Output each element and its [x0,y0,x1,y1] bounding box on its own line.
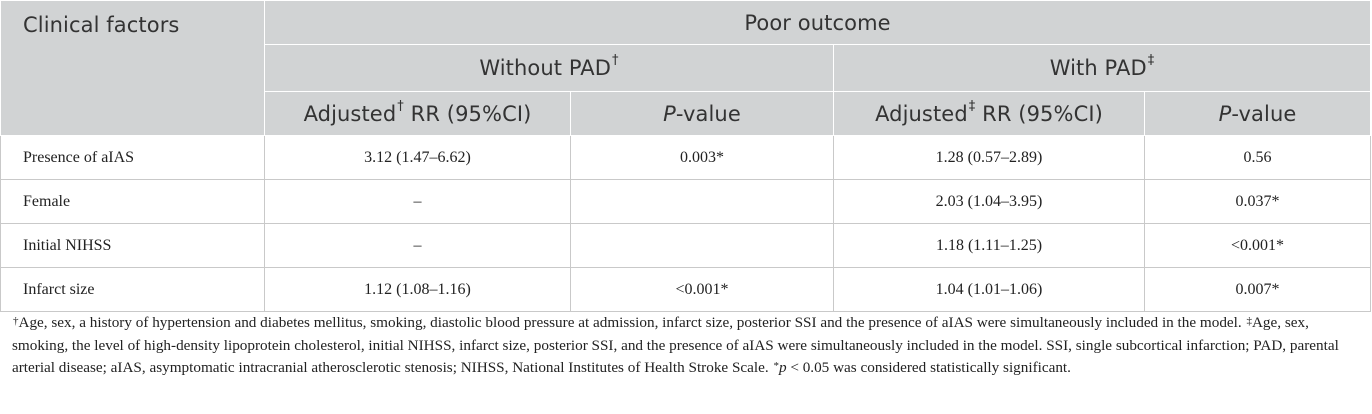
row-p-without [571,180,834,224]
row-rr-without: 3.12 (1.47–6.62) [265,136,571,180]
table-row [1,180,1371,224]
header-adjusted-rr-without: Adjusted† RR (95%CI) [265,92,571,136]
row-factor: Infarct size [1,268,265,312]
row-p-without: <0.001* [571,268,834,312]
row-p-without [571,224,834,268]
row-factor: Female [1,180,265,224]
table-row [1,136,1371,180]
row-rr-without: – [265,224,571,268]
header-pvalue-with: P-value [1145,92,1371,136]
row-p-with: <0.001* [1145,224,1371,268]
row-factor: Presence of aIAS [1,136,265,180]
row-rr-with: 2.03 (1.04–3.95) [834,180,1145,224]
header-pvalue-without: P-value [571,92,834,136]
table-row [1,268,1371,312]
row-p-with: 0.007* [1145,268,1371,312]
header-without-pad: Without PAD† [265,45,834,92]
row-p-without: 0.003* [571,136,834,180]
row-rr-with: 1.28 (0.57–2.89) [834,136,1145,180]
row-p-with: 0.56 [1145,136,1371,180]
row-rr-with: 1.04 (1.01–1.06) [834,268,1145,312]
row-factor: Initial NIHSS [1,224,265,268]
header-adjusted-rr-with: Adjusted‡ RR (95%CI) [834,92,1145,136]
table-footnote: †Age, sex, a history of hypertension and diabetes mellitus, smoking, diastolic blood pressure at admission, infarct size, posterior SSI and the presence of aIAS were simultaneously included in the model. ‡Age, sex, smoking, the level of high-density lipoprotein cholesterol, initial NIHSS, infarct size, posterior SSI, and the presence of aIAS were simultaneously included in the model. SSI, single subcortical infarction; PAD, parental arterial disease; aIAS, asymptomatic intracranial atherosclerotic stenosis; NIHSS, National Institutes of Health Stroke Scale. *p < 0.05 was considered statistically significant. [12,314,1339,377]
header-clinical-factors: Clinical factors [1,1,265,136]
row-rr-without: – [265,180,571,224]
row-rr-with: 1.18 (1.11–1.25) [834,224,1145,268]
row-rr-without: 1.12 (1.08–1.16) [265,268,571,312]
header-with-pad: With PAD‡ [834,45,1371,92]
header-poor-outcome: Poor outcome [265,1,1371,45]
row-p-with: 0.037* [1145,180,1371,224]
table-row [1,224,1371,268]
